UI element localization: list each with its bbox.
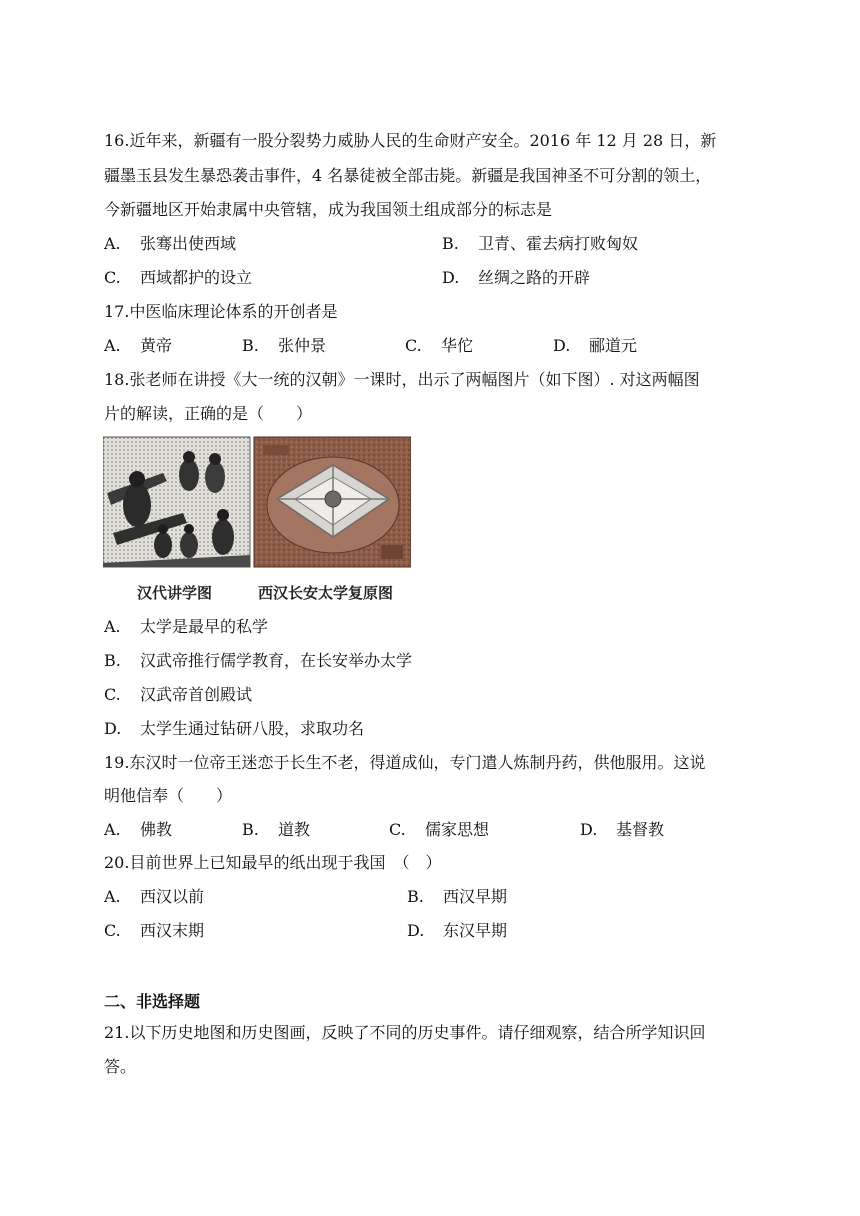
q20-option-c — [104, 921, 204, 941]
q20-option-a — [104, 887, 204, 907]
q21-stem-line-2: 答。 — [104, 1057, 137, 1076]
q21-stem-line-1: 21.以下历史地图和历史图画，反映了不同的历史事件。请仔细观察，结合所学知识回 — [104, 1023, 706, 1042]
q18-option-d — [104, 719, 364, 739]
option-text: 丝绸之路的开辟 — [478, 268, 591, 287]
q19-option-d — [580, 820, 664, 840]
option-label: C. — [104, 268, 121, 287]
q16-option-d — [442, 268, 590, 288]
q20-stem: 20.目前世界上已知最早的纸出现于我国 （ ） — [104, 853, 442, 872]
option-label: B. — [242, 820, 259, 839]
q17-option-c — [405, 336, 473, 356]
q17-stem: 17.中医临床理论体系的开创者是 — [104, 302, 338, 321]
option-text: 张仲景 — [278, 336, 327, 355]
q19-option-a — [104, 820, 172, 840]
q19-option-c — [389, 820, 489, 840]
option-text: 汉武帝推行儒学教育，在长安举办太学 — [140, 651, 413, 670]
option-text: 太学生通过钻研八股，求取功名 — [140, 719, 365, 738]
option-label: C. — [405, 336, 422, 355]
q19-stem-line-1: 19.东汉时一位帝王迷恋于长生不老，得道成仙，专门遣人炼制丹药，供他服用。这说 — [104, 753, 706, 772]
option-text: 汉武帝首创殿试 — [140, 685, 253, 704]
q20-option-d — [407, 921, 507, 941]
section-title: 二、非选择题 — [104, 992, 201, 1011]
q20-option-b — [407, 887, 507, 907]
caption-taixue: 西汉长安太学复原图 — [258, 584, 394, 602]
q18-stem-line-1: 18.张老师在讲授《大一统的汉朝》一课时，出示了两幅图片（如下图）. 对这两幅图 — [104, 370, 700, 389]
option-label: A. — [104, 617, 121, 636]
q18-stem-line-2: 片的解读，正确的是（ ） — [104, 404, 313, 423]
option-label: A. — [104, 336, 121, 355]
q19-option-b — [242, 820, 310, 840]
option-text: 张骞出使西域 — [140, 234, 237, 253]
option-text: 佛教 — [140, 820, 173, 839]
q16-option-a — [104, 234, 236, 254]
option-label: D. — [553, 336, 571, 355]
q16-option-c — [104, 268, 252, 288]
q17-option-a — [104, 336, 172, 356]
lecture-relief-image — [103, 437, 250, 567]
q18-option-c — [104, 685, 252, 705]
option-label: B. — [104, 651, 121, 670]
option-text: 儒家思想 — [425, 820, 490, 839]
q16-option-b — [442, 234, 638, 254]
option-text: 卫青、霍去病打败匈奴 — [478, 234, 639, 253]
option-text: 黄帝 — [140, 336, 173, 355]
option-label: B. — [242, 336, 259, 355]
caption-lecture: 汉代讲学图 — [137, 584, 213, 602]
option-label: B. — [407, 887, 424, 906]
option-text: 太学是最早的私学 — [140, 617, 269, 636]
q16-stem-line-3: 今新疆地区开始隶属中央管辖，成为我国领土组成部分的标志是 — [104, 200, 553, 219]
option-label: D. — [407, 921, 425, 940]
option-label: A. — [104, 887, 121, 906]
option-label: D. — [580, 820, 598, 839]
taixue-reconstruction-image — [254, 437, 411, 567]
option-text: 郦道元 — [589, 336, 638, 355]
option-label: A. — [104, 234, 121, 253]
option-text: 西域都护的设立 — [140, 268, 253, 287]
option-label: C. — [389, 820, 406, 839]
option-text: 基督教 — [616, 820, 665, 839]
q18-illustrations — [103, 433, 411, 573]
q16-stem-line-2: 疆墨玉县发生暴恐袭击事件，4 名暴徒被全部击毙。新疆是我国神圣不可分割的领土， — [104, 166, 712, 185]
option-text: 西汉早期 — [443, 887, 508, 906]
option-text: 华佗 — [441, 336, 474, 355]
option-label: C. — [104, 685, 121, 704]
q17-option-d — [553, 336, 637, 356]
option-label: A. — [104, 820, 121, 839]
option-label: D. — [104, 719, 122, 738]
q18-option-b — [104, 651, 412, 671]
q16-stem-line-1: 16.近年来，新疆有一股分裂势力威胁人民的生命财产安全。2016 年 12 月 28 日，新 — [104, 131, 717, 150]
q18-option-a — [104, 617, 268, 637]
option-text: 西汉末期 — [140, 921, 205, 940]
option-label: D. — [442, 268, 460, 287]
option-text: 西汉以前 — [140, 887, 205, 906]
option-text: 道教 — [278, 820, 311, 839]
q17-option-b — [242, 336, 326, 356]
option-label: C. — [104, 921, 121, 940]
option-text: 东汉早期 — [443, 921, 508, 940]
option-label: B. — [442, 234, 459, 253]
q19-stem-line-2: 明他信奉（ ） — [104, 786, 233, 805]
